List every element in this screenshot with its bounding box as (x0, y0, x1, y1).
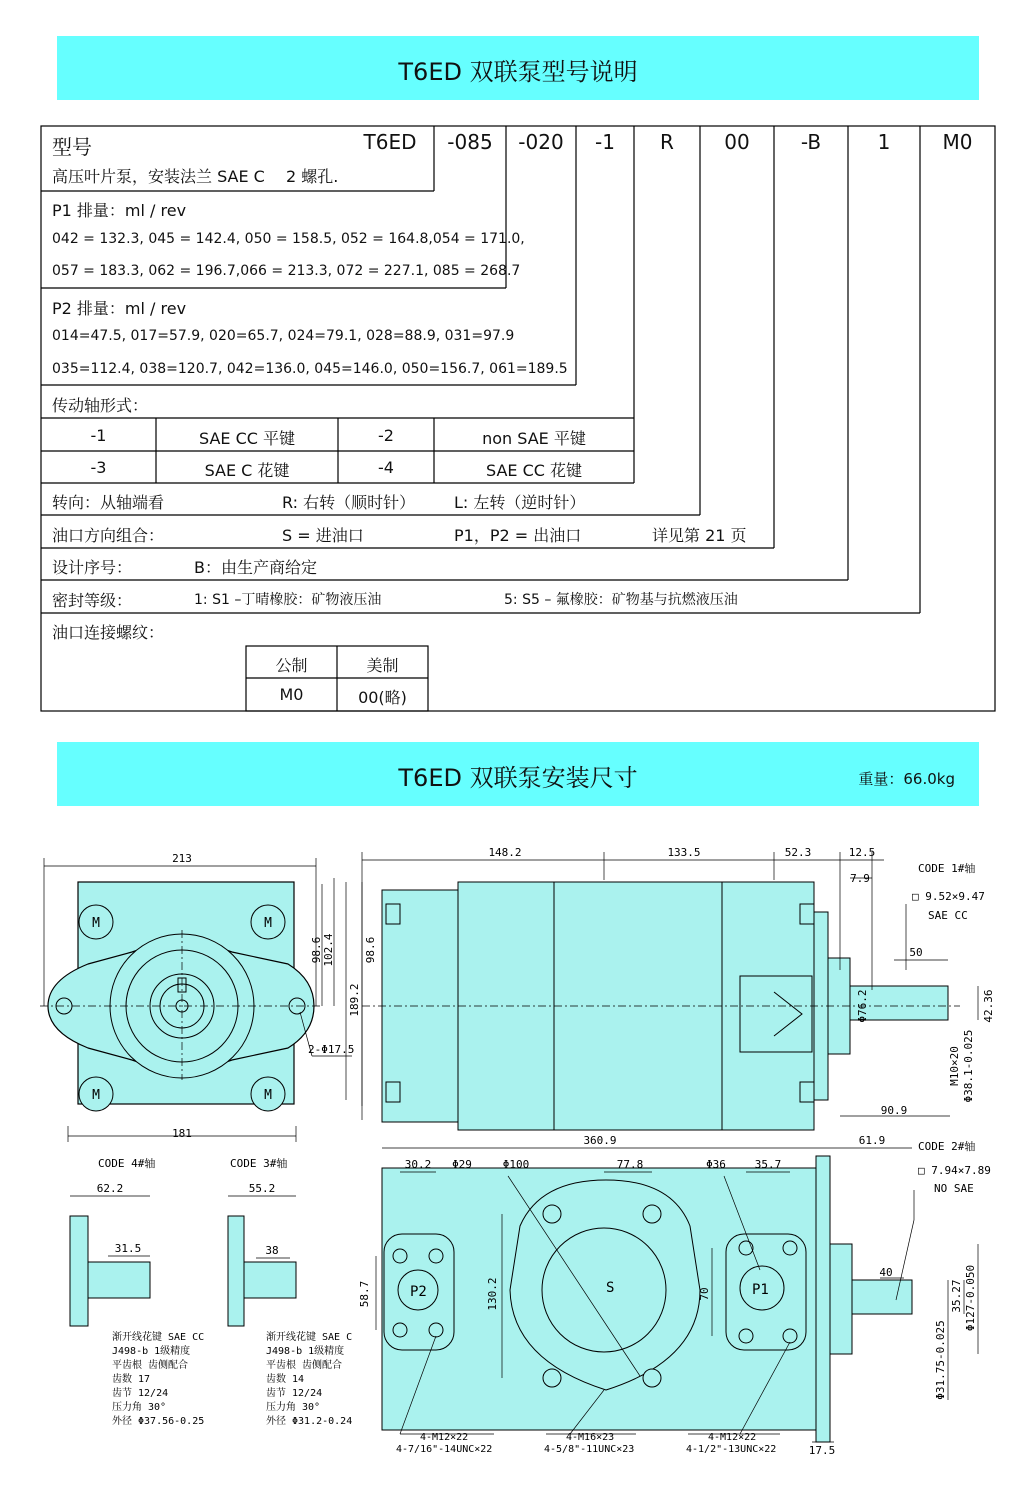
svg-text:M: M (92, 916, 100, 931)
dim-102-4: 102.4 (322, 933, 335, 967)
note-s-metric: 4-M16×23 (566, 1432, 615, 1443)
dim-98-6: 98.6 (310, 936, 323, 964)
p2-line2: 035=112.4, 038=120.7, 042=136.0, 045=146.0, 050=156.7, 061=189.5 (52, 361, 568, 377)
code-thread: M0 (942, 130, 973, 154)
dim-148-2: 148.2 (488, 846, 522, 859)
code1-thread: M10×20 (948, 1046, 961, 1086)
code1-title: CODE 1#轴 (918, 862, 976, 875)
dim-7-9: 7.9 (850, 872, 870, 885)
dim-40: 40 (879, 1266, 893, 1279)
svg-text:M: M (264, 916, 272, 931)
section2-title: T6ED 双联泵安装尺寸 (398, 764, 638, 792)
dim-130-2: 130.2 (486, 1277, 499, 1311)
dim-127: Φ127-0.050 (964, 1264, 977, 1332)
section2-banner (57, 742, 979, 806)
code3-spec: 外径 Φ31.2-0.24 (266, 1416, 353, 1427)
shaft-desc: non SAE 平键 (482, 429, 586, 448)
section1-title: T6ED 双联泵型号说明 (398, 58, 638, 86)
code4-annotation (70, 1156, 204, 1427)
svg-text:M: M (264, 1088, 272, 1103)
code4-spec: 齿数 17 (112, 1374, 151, 1385)
code1-dia: 42.36 (982, 989, 995, 1023)
seal-label: 密封等级： (52, 591, 133, 610)
dim-133-5: 133.5 (667, 846, 701, 859)
ports-label: 油口方向组合： (52, 526, 165, 545)
seal-s1: 1: S1 –丁晴橡胶：矿物液压油 (194, 592, 382, 608)
dim-35-27: 35.27 (950, 1279, 963, 1313)
code3-d1: 55.2 (248, 1182, 276, 1195)
dim-35-7: 35.7 (754, 1158, 782, 1171)
code-rotation: R (660, 130, 674, 154)
thread-header-metric: 公制 (275, 656, 308, 675)
side-view (362, 846, 978, 1130)
shaft-code: -2 (378, 426, 394, 445)
thread-value-metric: M0 (279, 685, 304, 704)
ports-outlet: P1，P2 = 出油口 (454, 526, 582, 545)
p1-label: P1 排量：ml / rev (52, 201, 187, 220)
shaft-code: -1 (90, 426, 107, 445)
dim-100: Φ100 (502, 1158, 530, 1171)
code3-spec: 压力角 30° (266, 1402, 321, 1413)
shaft-desc: SAE CC 平键 (198, 429, 296, 448)
dim-30-2: 30.2 (404, 1158, 432, 1171)
code4-d2: 31.5 (114, 1242, 142, 1255)
front-view (40, 852, 361, 1142)
code3-title: CODE 3#轴 (230, 1157, 288, 1170)
bottom-view (358, 1134, 978, 1457)
thread-value-us: 00(略) (358, 688, 407, 707)
code1-key: □ 9.52×9.47 (912, 890, 985, 903)
code4-spec: J498-b 1级精度 (112, 1346, 191, 1357)
design-label: 设计序号： (52, 558, 133, 577)
code3-d2: 38 (265, 1244, 279, 1257)
code-p1: -085 (447, 130, 493, 154)
dim-213: 213 (172, 852, 192, 865)
ports-see-page: 详见第 21 页 (652, 526, 747, 545)
shaft-code: -4 (378, 458, 394, 477)
code1-shaft: Φ38.1-0.025 (962, 1029, 975, 1103)
dim-61-9: 61.9 (858, 1134, 886, 1147)
code3-spec: 齿数 14 (266, 1374, 305, 1385)
dim-17-5: 17.5 (808, 1444, 836, 1457)
installation-drawing (0, 830, 1017, 1470)
thread-header-us: 美制 (366, 656, 399, 675)
note-p2-metric: 4-M12×22 (420, 1432, 469, 1443)
code4-spec: 平齿根 齿侧配合 (112, 1360, 189, 1371)
dim-31-75: Φ31.75-0.025 (934, 1320, 947, 1400)
code4-spec: 压力角 30° (112, 1402, 167, 1413)
code-series: T6ED (363, 130, 417, 154)
shaft-desc: SAE CC 花键 (485, 461, 583, 480)
port-s: S (606, 1280, 615, 1296)
dim-36: Φ36 (706, 1158, 726, 1171)
code4-d1: 62.2 (96, 1182, 124, 1195)
shaft-label: 传动轴形式： (52, 396, 149, 415)
code3-spec: 平齿根 齿侧配合 (266, 1360, 343, 1371)
code2-annotation (918, 1139, 991, 1195)
rotation-left: L: 左转（逆时针） (454, 493, 586, 512)
code2-title: CODE 2#轴 (918, 1140, 976, 1153)
code-p2: -020 (518, 130, 564, 154)
dim-360-9: 360.9 (583, 1134, 617, 1147)
code3-spec: 渐开线花键 SAE C (266, 1332, 353, 1343)
dim-holes: 2-Φ17.5 (308, 1043, 355, 1056)
code1-std: SAE CC (928, 909, 968, 922)
port-p2: P2 (410, 1284, 427, 1300)
note-p1-unc: 4-1/2"-13UNC×22 (686, 1444, 777, 1455)
model-label: 型号 (52, 135, 92, 159)
dim-76-2: Φ76.2 (856, 989, 869, 1023)
p2-line1: 014=47.5, 017=57.9, 020=65.7, 024=79.1, 028=88.9, 031=97.9 (52, 328, 515, 344)
code3-spec: 齿节 12/24 (266, 1388, 323, 1399)
code-ports: 00 (724, 130, 750, 154)
code-design: -B (800, 130, 822, 154)
note-p1-metric: 4-M12×22 (708, 1432, 757, 1443)
note-p2-unc: 4-7/16"-14UNC×22 (396, 1444, 493, 1455)
dim-90-9: 90.9 (880, 1104, 908, 1117)
code3-spec: J498-b 1级精度 (266, 1346, 345, 1357)
dim-52-3: 52.3 (784, 846, 812, 859)
code1-length: 50 (909, 946, 923, 959)
dim-58-7: 58.7 (358, 1280, 371, 1308)
dim-181: 181 (172, 1127, 192, 1140)
code1-annotation (894, 861, 995, 1102)
design-value: B：由生产商给定 (194, 558, 317, 577)
code4-title: CODE 4#轴 (98, 1157, 156, 1170)
weight-label: 重量：66.0kg (858, 770, 955, 788)
shaft-code: -3 (90, 458, 107, 477)
svg-text:M: M (92, 1088, 100, 1103)
code-seal: 1 (877, 130, 891, 154)
dim-70: 70 (698, 1287, 711, 1301)
port-p1: P1 (752, 1282, 769, 1298)
dim-189-2: 189.2 (348, 983, 361, 1017)
model-table-lines (0, 0, 1017, 720)
rotation-right: R: 右转（顺时针） (282, 493, 416, 512)
dim-98-6-side: 98.6 (364, 936, 377, 964)
p2-label: P2 排量：ml / rev (52, 299, 187, 318)
code4-spec: 渐开线花键 SAE CC (112, 1332, 205, 1343)
note-s-unc: 4-5/8"-11UNC×23 (544, 1444, 635, 1455)
code-shaft: -1 (595, 130, 615, 154)
p1-line1: 042 = 132.3, 045 = 142.4, 050 = 158.5, 052 = 164.8,054 = 171.0, (52, 231, 525, 247)
code4-spec: 外径 Φ37.56-0.25 (112, 1416, 205, 1427)
dim-12-5: 12.5 (848, 846, 876, 859)
thread-label: 油口连接螺纹： (52, 623, 165, 642)
shaft-desc: SAE C 花键 (204, 461, 290, 480)
p1-line2: 057 = 183.3, 062 = 196.7,066 = 213.3, 072 = 227.1, 085 = 268.7 (52, 263, 521, 279)
rotation-label: 转向：从轴端看 (52, 493, 165, 512)
seal-s5: 5: S5 – 氟橡胶：矿物基与抗燃液压油 (504, 592, 738, 608)
code2-key: □ 7.94×7.89 (918, 1164, 991, 1177)
code3-annotation (228, 1156, 352, 1427)
model-desc: 高压叶片泵，安装法兰 SAE C 2 螺孔. (52, 167, 339, 186)
code2-std: NO SAE (934, 1182, 974, 1195)
code4-spec: 齿节 12/24 (112, 1388, 169, 1399)
dim-29: Φ29 (452, 1158, 472, 1171)
ports-inlet: S = 进油口 (282, 526, 364, 545)
dim-77-8: 77.8 (616, 1158, 644, 1171)
